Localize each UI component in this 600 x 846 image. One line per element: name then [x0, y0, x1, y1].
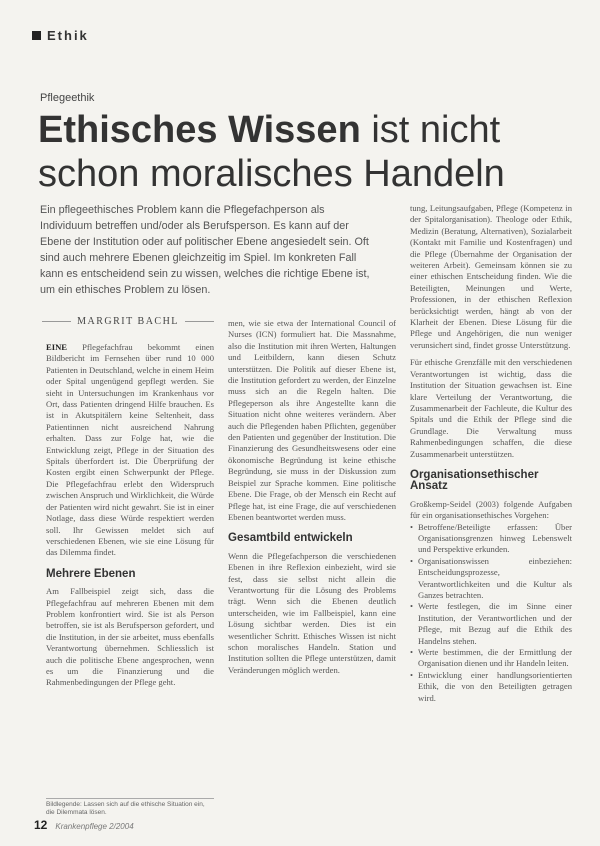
bullet-item: • Werte bestimmen, die der Ermittlung der Organisation dienen und ihr Handeln leiten.	[410, 647, 572, 670]
column-2	[228, 318, 396, 676]
footnote: Bildlegende: Lassen sich auf die ethische Situation ein, die Dilemmata lösen.	[46, 798, 214, 817]
section-title: Ethik	[47, 28, 89, 43]
page-footer	[34, 818, 134, 832]
col1-para1-text: Pflegefachfrau bekommt einen Bildbericht im Fernsehen über rund 10 000 Patienten in Deutschland, welche in einem Heim oder Spital ungenügend gepflegt werden. Sie sieht in Untersuchungen im Krankenhaus vor Ort, dass Patienten dringend Hilfe brauchen. Es ist in Akutspitälern keine Seltenheit, dass Patientinnen nicht ausreichend Nahrung erhalten. Dass zur Folge hat, wie die Entwicklung zeigt, Pflege in der Situation des Spitals überfordert ist. Die Überprüfung der Kosten ergibt einen Schwerpunkt der Pflege. Die Pflegefachfrau erlebt den Widerspruch zwischen Anspruch und Wirklichkeit, die Würde der Patienten wird nicht gewahrt. Sie ist in einer Notlage, dass diese Würde respektiert werden soll. Ihr Gewissen meldet sich auf verschiedenen Ebenen, wie sie eine Lösung für das Dilemma findet.	[46, 342, 214, 558]
bullet-item: • Entwicklung einer handlungsorientierten Ethik, die von den Beteiligten getragen wird.	[410, 670, 572, 704]
headline-bold: Ethisches Wissen	[38, 109, 361, 151]
column-3	[410, 203, 572, 704]
col2-paragraph-1: men, wie sie etwa der International Council of Nurses (ICN) formuliert hat. Die Massnahme, also die Institution mit ihren Werten, Haltungen und Leitbildern, kann diesen Schutz unterstützen. Die Politik auf dieser Ebene ist, die Institution gefordert zu werden, der Einzelne muss sich an die Regeln halten. Die Pflegeperson als ihre Angestellte kann die Situation nicht ohne weiteres verändern. Aber auch die Pflegenden haben Pflichten, gegenüber den Patienten und gegenüber der Institution. Die Finanzierung des Gesundheitswesens oder eine ökonomische Begründung ist keine ethische Begründung, sie muss in der Diskussion zum Beispiel zur Sprache kommen. Eine politische Ebene. Die Frage, ob der Mensch ein Recht auf Pflege hat, ist eine Frage, die auf verschiedenen Ebenen beantwortet werden muss.	[228, 318, 396, 522]
kicker: Pflegeethik	[40, 92, 95, 104]
bullet-list	[410, 522, 572, 705]
magazine-name: Krankenpflege 2/2004	[55, 822, 134, 831]
subhead-organisationsethisch: Organisationsethischer Ansatz	[410, 468, 539, 493]
col3-paragraph-2: Für ethische Grenzfälle mit den verschiedenen Verantwortungen ist wichtig, dass die Institution der Situation gewachsen ist. Eine klare Verteilung der Verantwortung, die Zusammenarbeit der Fachleute, die Kultur des Spitals und die Ethik der Pflege sind die Grundlage. Die Verwaltung muss Rahmenbedingungen schaffen, die diese Zusammenarbeit unterstützen.	[410, 357, 572, 459]
bullet-item: • Werte festlegen, die im Sinne einer Institution, der Verantwortlichen und der Pflege, mit Bezug auf die Ethik des Handelns stehen.	[410, 601, 572, 647]
section-header	[32, 28, 89, 43]
author-name: MARGRIT BACHL	[77, 316, 179, 327]
col1-paragraph-1	[46, 342, 214, 559]
bullet-item: • Betroffene/Beteiligte erfassen: Über Organisationsgrenzen hinweg Lebenswelt und Perspektive erkunden.	[410, 522, 572, 556]
subhead-gesamtbild: Gesamtbild entwickeln	[228, 532, 353, 545]
col1-paragraph-2: Am Fallbeispiel zeigt sich, dass die Pflegefachfrau auf mehreren Ebenen mit dem Problem konfrontiert wird. Sie ist als Person betroffen, sie ist als Berufsperson gefordert, und die Institution, in der sie arbeitet, muss ebenfalls Verantwortung übernehmen. Schliesslich ist auch die politische Ebene angesprochen, wenn es um die Finanzierung und die Rahmenbedingungen der Pflege geht.	[46, 586, 214, 688]
col3-paragraph-3: Großkemp-Seidel (2003) folgende Aufgaben für ein organisationsethisches Vorgehen:	[410, 498, 572, 521]
col2-paragraph-2: Wenn die Pflegefachperson die verschiedenen Ebenen in ihre Reflexion einbezieht, wird sie fest, dass sie selbst nicht allein die Verantwortung für die Lösung des Problems trägt. Wenn sich die Ebenen deutlich unterscheiden, wie im Fallbeispiel, kann eine Lösung sichtbar werden. Dies ist ein wesentlicher Schritt. Ethisches Wissen ist nicht schon moralisches Handeln. Station und Institution sollten die Pflege unterstützen, damit Veränderungen möglich werden.	[228, 550, 396, 675]
lead-paragraph: Ein pflegeethisches Problem kann die Pflegefachperson als Individuum betreffen und/oder als Berufsperson. Es kann auf der Ebene der Institution oder auf politischer Ebene angesiedelt sein. Oft sind auch mehrere Ebenen gleichzeitig im Spiel. Im konkreten Fall kann es entscheidend sein zu wissen, welches die richtige Ebene ist, um ein ethisches Problem zu lösen.	[40, 204, 370, 296]
drop-word: EINE	[46, 342, 68, 352]
bullet-item: • Organisationswissen einbeziehen: Entscheidungsprozesse, Verantwortlichkeiten und die Kultur als Ganzes betrachten.	[410, 556, 572, 602]
byline	[42, 316, 214, 327]
subhead-mehrere-ebenen: Mehrere Ebenen	[46, 567, 136, 580]
col3-paragraph-1: tung, Leitungsaufgaben, Pflege (Kompetenz in der Spitalorganisation). Theologe oder Ethik, Medizin (Beratung, Alternativen), Sozialarbeit (Kontakt mit Familie und Kostenfragen) und die Pflege (Übernahme der Organisation der weiteren Arbeit). Gemeinsam können sie zu einer ethischen Entscheidung finden. Wie die Beteiligten, Meinungen und Werte, Professionen, in der ethischen Reflexion berücksichtigt werden, hängt ab von der Klarheit der Ebenen. Diese Lösung für die Pflege und Angehörigen, die nun weniger verunsichert sind, findet grosse Unterstützung.	[410, 203, 572, 350]
headline	[38, 108, 578, 196]
column-1	[46, 342, 214, 689]
headline-rest: ist nicht schon moralisches Handeln	[38, 109, 505, 195]
section-square-icon	[32, 31, 41, 40]
page-number: 12	[34, 818, 48, 832]
